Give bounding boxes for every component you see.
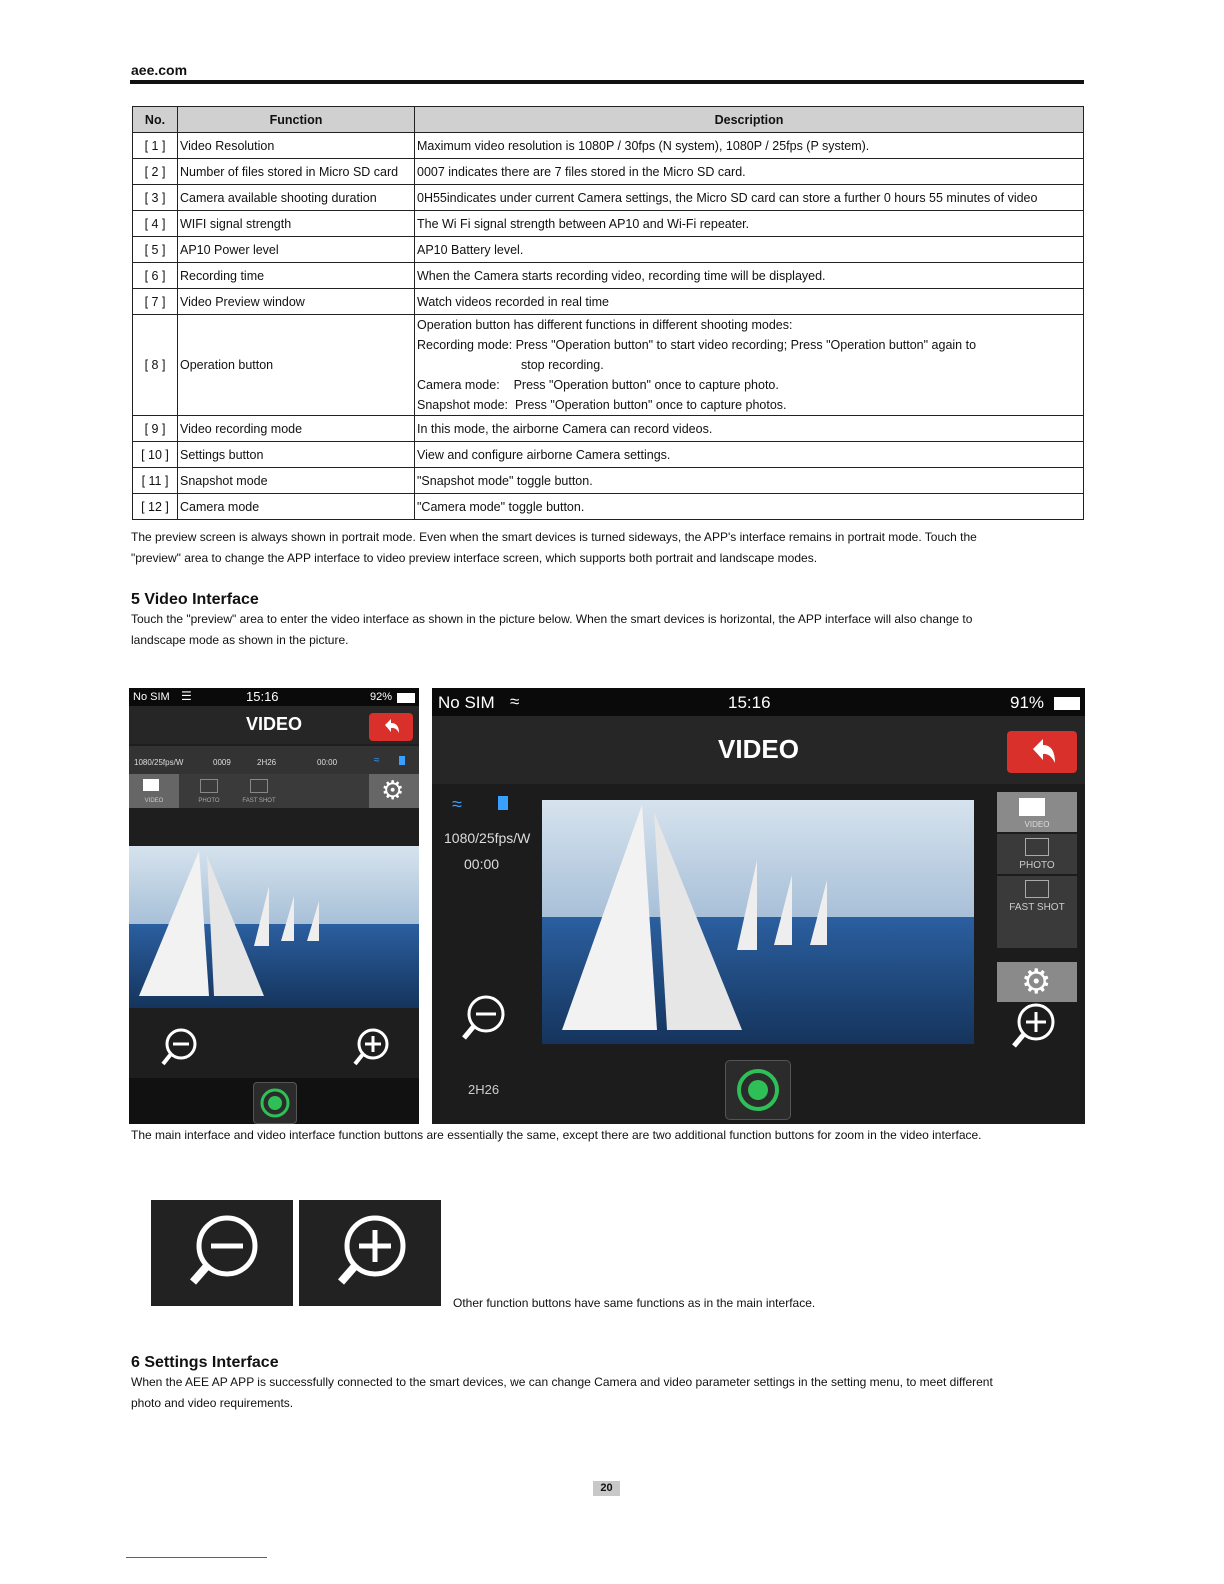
status-bar [129, 688, 419, 706]
col-no: No. [133, 107, 178, 133]
photo-mode-button[interactable] [184, 774, 234, 808]
video-preview-window[interactable] [129, 846, 419, 1008]
gear-icon: ⚙ [381, 775, 405, 805]
fast-shot-mode-button[interactable] [997, 876, 1077, 948]
wifi-icon: ☰ [181, 689, 192, 703]
row-no: [ 10 ] [133, 442, 178, 468]
row-description [415, 315, 1084, 416]
brand-header: aee.com [131, 62, 188, 78]
row-no: [ 2 ] [133, 159, 178, 185]
mode-label: PHOTO [198, 798, 220, 804]
zoom-in-icon [351, 1026, 395, 1070]
row-description: "Snapshot mode" toggle button. [415, 468, 1084, 494]
duration-label: 2H26 [257, 758, 277, 767]
zoom-in-button[interactable] [1010, 1002, 1060, 1057]
desc-line: Recording mode: Press "Operation button" to start video recording; Press "Operation button" again to [417, 338, 977, 352]
table-row [133, 211, 1084, 237]
row-description: When the Camera starts recording video, recording time will be displayed. [415, 263, 1084, 289]
desc-line: stop recording. [521, 358, 604, 372]
landscape-video-screenshot [432, 688, 1085, 1124]
col-description: Description [415, 107, 1084, 133]
function-table [132, 106, 1084, 520]
battery-icon [1054, 697, 1080, 710]
row-description: 0007 indicates there are 7 files stored in the Micro SD card. [415, 159, 1084, 185]
row-function: Camera mode [178, 494, 415, 520]
preview-paragraph [131, 527, 1081, 569]
section6-title: 6 Settings Interface [131, 1354, 279, 1371]
table-row [133, 159, 1084, 185]
footer-link-line [126, 1557, 267, 1558]
zoom-out-icon [159, 1026, 203, 1070]
row-no: [ 9 ] [133, 416, 178, 442]
mode-label: PHOTO [1019, 860, 1055, 871]
table-header-row [133, 107, 1084, 133]
table-row [133, 494, 1084, 520]
row-description: AP10 Battery level. [415, 237, 1084, 263]
gear-icon: ⚙ [1021, 963, 1052, 1001]
record-time: 00:00 [464, 856, 500, 872]
back-button[interactable] [369, 713, 413, 741]
zoom-out-illustration [151, 1200, 293, 1306]
settings-button[interactable] [369, 774, 419, 808]
paragraph-line: landscape mode as shown in the picture. [131, 633, 349, 647]
bottom-bar [129, 1078, 419, 1124]
table-row [133, 133, 1084, 159]
zoom-out-icon [460, 994, 510, 1044]
resolution-label: 1080/25fps/W [444, 830, 531, 846]
row-function: Video Preview window [178, 289, 415, 315]
section5-title: 5 Video Interface [131, 591, 259, 608]
table-row [133, 315, 1084, 416]
wifi-icon: ≈ [452, 794, 462, 814]
battery-icon [397, 693, 415, 703]
video-mode-button[interactable] [129, 774, 179, 808]
battery-percent: 91% [1010, 693, 1045, 712]
col-function: Function [178, 107, 415, 133]
row-description: The Wi Fi signal strength between AP10 and Wi-Fi repeater. [415, 211, 1084, 237]
row-no: [ 3 ] [133, 185, 178, 211]
section6-paragraph [131, 1372, 1081, 1414]
row-no: [ 5 ] [133, 237, 178, 263]
row-no: [ 4 ] [133, 211, 178, 237]
fast-shot-icon [1025, 880, 1049, 898]
section5-paragraph [131, 609, 1081, 651]
row-description: Maximum video resolution is 1080P / 30fps (N system), 1080P / 25fps (P system). [415, 133, 1084, 159]
wifi-icon: ≈ [374, 755, 380, 766]
wifi-icon: ≈ [510, 692, 520, 711]
row-no: [ 8 ] [133, 315, 178, 416]
desc-line: Operation button has different functions in different shooting modes: [417, 318, 793, 332]
row-no: [ 7 ] [133, 289, 178, 315]
mode-label: FAST SHOT [242, 798, 276, 804]
zoom-out-icon [151, 1200, 293, 1306]
table-row [133, 416, 1084, 442]
mode-label: VIDEO [144, 798, 164, 804]
row-description: Watch videos recorded in real time [415, 289, 1084, 315]
table-row [133, 468, 1084, 494]
battery-icon [498, 796, 508, 810]
row-function: Recording time [178, 263, 415, 289]
row-no: [ 11 ] [133, 468, 178, 494]
table-row [133, 289, 1084, 315]
operation-button[interactable] [725, 1060, 791, 1120]
video-preview-window[interactable] [542, 800, 974, 1044]
caption-other-buttons: Other function buttons have same functions as in the main interface. [453, 1296, 816, 1310]
row-description: 0H55indicates under current Camera settings, the Micro SD card can store a further 0 hours 55 minutes of video [415, 185, 1084, 211]
table-row [133, 442, 1084, 468]
header-rule [130, 80, 1084, 84]
status-time: 15:16 [728, 693, 771, 712]
row-description: "Camera mode" toggle button. [415, 494, 1084, 520]
files-count: 0009 [213, 758, 231, 767]
photo-camera-icon [1025, 838, 1049, 856]
status-bar [432, 688, 1085, 716]
record-time: 00:00 [317, 758, 338, 767]
status-time: 15:16 [246, 689, 279, 704]
row-function: Video recording mode [178, 416, 415, 442]
paragraph-line: "preview" area to change the APP interface to video preview interface screen, which supports both portrait and landscape modes. [131, 551, 818, 565]
desc-line: Snapshot mode: Press "Operation button" once to capture photos. [417, 398, 787, 412]
row-no: [ 6 ] [133, 263, 178, 289]
sailboat-image [542, 800, 974, 1044]
photo-camera-icon [200, 779, 218, 793]
record-icon [726, 1061, 790, 1119]
row-function: WIFI signal strength [178, 211, 415, 237]
paragraph-line: The preview screen is always shown in portrait mode. Even when the smart devices is turned sideways, the APP's interface remains in portrait mode. Touch the [131, 530, 977, 544]
carrier-label: No SIM [438, 693, 495, 712]
paragraph-line: photo and video requirements. [131, 1396, 294, 1410]
duration-label: 2H26 [468, 1082, 500, 1097]
screen-title: VIDEO [245, 714, 302, 734]
battery-percent: 92% [370, 691, 393, 703]
video-camera-icon [1019, 798, 1045, 816]
operation-button[interactable] [253, 1082, 297, 1124]
paragraph-line: When the AEE AP APP is successfully connected to the smart devices, we can change Camera and video parameter settings in the setting menu, to meet different [131, 1375, 993, 1389]
table-row [133, 237, 1084, 263]
paragraph-line: Touch the "preview" area to enter the video interface as shown in the picture below. When the smart devices is horizontal, the APP interface will also change to [131, 612, 973, 626]
left-info-panel [432, 784, 542, 1124]
zoom-out-button[interactable] [460, 994, 510, 1049]
photo-mode-button[interactable] [997, 834, 1077, 874]
zoom-in-icon [299, 1200, 441, 1306]
desc-line: Camera mode: Press "Operation button" once to capture photo. [417, 378, 779, 392]
zoom-in-illustration [299, 1200, 441, 1306]
row-description: In this mode, the airborne Camera can record videos. [415, 416, 1084, 442]
fast-shot-mode-button[interactable] [234, 774, 284, 808]
title-bar [129, 706, 419, 744]
battery-icon [399, 756, 405, 765]
row-function: AP10 Power level [178, 237, 415, 263]
row-no: [ 1 ] [133, 133, 178, 159]
mode-label: FAST SHOT [1009, 902, 1065, 913]
screen-title: VIDEO [718, 734, 799, 764]
row-no: [ 12 ] [133, 494, 178, 520]
back-button[interactable] [1007, 731, 1077, 773]
row-function: Snapshot mode [178, 468, 415, 494]
settings-button[interactable] [997, 962, 1077, 1002]
fast-shot-icon [250, 779, 268, 793]
video-mode-button[interactable] [997, 792, 1077, 832]
row-function: Operation button [178, 315, 415, 416]
zoom-in-icon [1010, 1002, 1060, 1052]
resolution-label: 1080/25fps/W [134, 758, 184, 767]
back-arrow-icon [369, 713, 413, 741]
row-function: Settings button [178, 442, 415, 468]
table-row [133, 263, 1084, 289]
row-function: Camera available shooting duration [178, 185, 415, 211]
sailboat-image [129, 846, 419, 1008]
zoom-out-button[interactable] [159, 1026, 203, 1075]
info-bar [129, 746, 419, 774]
back-arrow-icon [1007, 731, 1077, 773]
page-number: 20 [593, 1481, 620, 1496]
row-function: Number of files stored in Micro SD card [178, 159, 415, 185]
mode-label: VIDEO [1024, 820, 1050, 829]
mode-bar [129, 774, 419, 808]
zoom-in-button[interactable] [351, 1026, 395, 1075]
portrait-video-screenshot [129, 688, 419, 1124]
right-control-panel [992, 784, 1085, 1124]
record-icon [254, 1083, 296, 1123]
row-function: Video Resolution [178, 133, 415, 159]
row-description: View and configure airborne Camera settings. [415, 442, 1084, 468]
carrier-label: No SIM [133, 691, 170, 703]
table-row [133, 185, 1084, 211]
title-bar [432, 716, 1085, 784]
video-camera-icon [143, 779, 159, 791]
caption-interfaces: The main interface and video interface function buttons are essentially the same, except there are two additional function buttons for zoom in the video interface. [131, 1128, 982, 1142]
